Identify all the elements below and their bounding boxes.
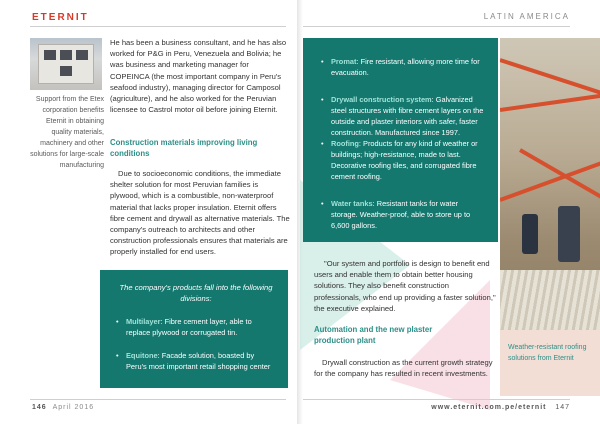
product-desc: : Facade solution, boasted by Peru's most important retail shopping center	[126, 351, 271, 371]
page-number-left: 146	[32, 404, 47, 411]
subhead-construction-materials: Construction materials improving living conditions	[110, 138, 258, 158]
products-box-left	[100, 270, 288, 388]
building-window	[60, 66, 72, 76]
product-term: Promat	[331, 57, 357, 66]
header-rule-left	[30, 26, 286, 27]
body-paragraph-right: Drywall construction as the current growth strategy for the company has resulted in recent investments.	[314, 358, 493, 379]
product-term: Multilayer	[126, 317, 161, 326]
issue-date: April 2016	[52, 404, 95, 411]
roof-beam	[500, 154, 600, 202]
product-item: • Equitone: Facade solution, boasted by Peru's most important retail shopping center	[116, 351, 271, 371]
photo-caption-right: Weather-resistant roofing solutions from Eternit	[500, 330, 600, 396]
footer-url: www.eternit.com.pe/eternit	[431, 404, 547, 411]
products-box-right	[303, 38, 498, 242]
product-item: • Promat: Fire resistant, allowing more time for evacuation.	[321, 57, 480, 77]
footer-right	[431, 404, 570, 411]
subhead-automation: Automation and the new plaster production plant	[314, 325, 433, 345]
footer-rule-right	[303, 399, 570, 400]
worker-figure	[558, 206, 580, 262]
executive-quote: "Our system and portfolio is design to benefit end users and enable them to obtain better housing solutions. They also benefit construction professionals, who end up providing a faster solution," the executive explained.	[314, 259, 496, 313]
product-item: • Roofing: Products for any kind of weather or buildings; high-resistance, made to last. Decorative roofing tiles, and corrugated fibre cement roofing.	[321, 139, 478, 181]
building-window	[76, 50, 88, 60]
product-term: Equitone	[126, 351, 158, 360]
product-item: • Multilayer: Fibre cement layer, able to replace plywood or corrugated tin.	[116, 317, 252, 337]
footer-rule-left	[30, 399, 286, 400]
page-number-right: 147	[555, 404, 570, 411]
worker-figure	[522, 214, 538, 254]
header-rule-right	[303, 26, 570, 27]
product-term: Water tanks	[331, 199, 373, 208]
product-term: Drywall construction system	[331, 95, 432, 104]
roofing-photo	[500, 38, 600, 330]
product-desc: : Fibre cement layer, able to replace plywood or corrugated tin.	[126, 317, 252, 337]
products-intro: The company's products fall into the following divisions:	[119, 283, 273, 303]
building-window	[44, 50, 56, 60]
roof-beam	[500, 90, 600, 112]
product-item: • Water tanks: Resistant tanks for water storage. Weather-proof, able to store up to 6,600 gallons.	[321, 199, 471, 230]
body-paragraph-left: Due to socioeconomic conditions, the immediate shelter solution for most Peruvian families is plywood, which is a combustible, non-waterproof material that lacks proper insulation. Eternit offers fibre cement and drywall as alternative materials. The company's outreach to architects and other construction professionals ensures that materials are properly installed for end users.	[110, 169, 290, 257]
product-desc: : Products for any kind of weather or buildings; high-resistance, made to last. Decorative roofing tiles, and corrugated fibre cement roofing.	[331, 139, 478, 181]
intro-paragraph: He has been a business consultant, and he has also worked for P&G in Peru, Venezuela and Bolivia; he was business and marketing manager for COPEINCA (the most important company in Peru's seafood industry), managing director for Camposol (agriculture), and he also worked for the Peruvian licensee to Castrol motor oil before joining Eternit.	[110, 38, 287, 115]
footer-left	[32, 404, 94, 411]
product-desc: : Galvanized steel structures with fibre cement layers on the outside and plaster interiors with safer, faster construction. Manufactured since 1997.	[331, 95, 484, 137]
building-photo	[30, 38, 102, 90]
product-desc: : Fire resistant, allowing more time for evacuation.	[331, 57, 480, 77]
roof-panels	[500, 270, 600, 330]
photo-caption-left: Support from the Etex corporation benefits Eternit in obtaining quality materials, machinery and other solutions for large-scale manufacturing	[30, 96, 104, 169]
building-window	[60, 50, 72, 60]
brand-logo: ETERNIT	[32, 12, 89, 23]
section-label: LATIN AMERICA	[483, 12, 570, 21]
product-term: Roofing	[331, 139, 359, 148]
product-desc: : Resistant tanks for water storage. Weather-proof, able to store up to 6,600 gallons.	[331, 199, 471, 230]
product-item: • Drywall construction system: Galvanized steel structures with fibre cement layers on the outside and plaster interiors with safer, faster construction. Manufactured since 1997.	[321, 95, 484, 137]
